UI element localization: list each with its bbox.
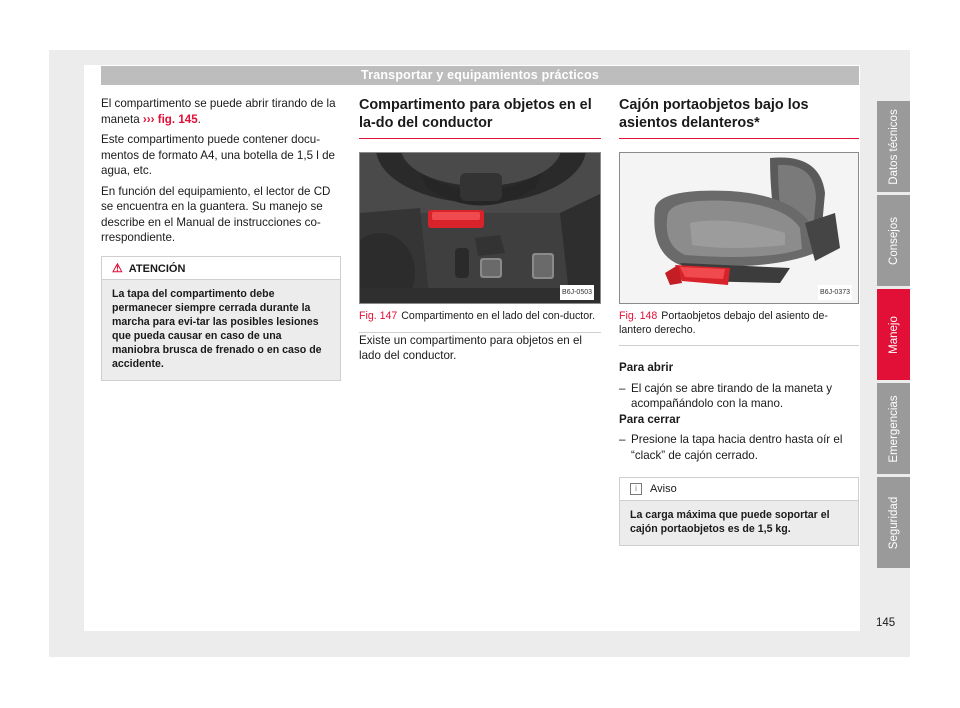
tab-consejos[interactable]: Consejos	[877, 195, 910, 286]
driver-footwell-illustration	[360, 153, 601, 303]
note-box	[619, 477, 859, 546]
figure-number: Fig. 148	[619, 310, 658, 322]
section-heading-seat-drawer: Cajón portaobjetos bajo los asientos delanteros*	[619, 96, 859, 139]
seat-drawer-illustration	[620, 153, 859, 303]
note-header	[620, 478, 858, 501]
tab-datos-tecnicos[interactable]: Datos técnicos	[877, 101, 910, 192]
figure-148-caption: Fig. 148 Portaobjetos debajo del asiento de-lantero derecho.	[619, 310, 859, 346]
figure-148-image	[619, 152, 859, 304]
step-open: – El cajón se abre tirando de la maneta y acompañándolo con la mano.	[619, 381, 833, 410]
chapter-tabs	[877, 101, 910, 571]
column-1	[101, 96, 341, 381]
page-number: 145	[876, 617, 896, 629]
subheading-open: Para abrir	[619, 361, 674, 374]
dash-bullet: –	[619, 433, 626, 446]
warning-triangle-icon: ⚠	[112, 260, 123, 275]
subheading-close: Para cerrar	[619, 412, 681, 426]
paragraph-cd-reader: En función del equipamiento, el lector de CD se encuentra en la guantera. Su manejo se describe en el Manual de instrucciones co-rrespondiente.	[101, 184, 331, 244]
tab-emergencias[interactable]: Emergencias	[877, 383, 910, 474]
figure-number: Fig. 147	[359, 310, 398, 322]
warning-box	[101, 256, 341, 381]
paragraph-driver-compartment: Existe un compartimento para objetos en el lado del conductor.	[359, 333, 582, 362]
figure-147-caption: Fig. 147 Compartimento en el lado del con-ductor.	[359, 310, 601, 333]
figure-147-image	[359, 152, 601, 304]
column-2	[359, 96, 601, 369]
note-text: La carga máxima que puede soportar el cajón portaobjetos es de 1,5 kg.	[630, 509, 830, 535]
paragraph-capacity: Este compartimento puede contener docu-mentos de formato A4, una botella de 1,5 l de agua, etc.	[101, 133, 335, 177]
warning-header	[102, 257, 340, 280]
warning-text: La tapa del compartimento debe permanecer siempre cerrada durante la marcha para evi-tar las posibles lesiones que pueda causar en caso de una maniobra brusca de frenado o en caso de accidente.	[112, 287, 322, 370]
section-heading-driver-compartment: Compartimento para objetos en el la-do del conductor	[359, 96, 601, 139]
paragraph-open-compartment: El compartimento se puede abrir tirando de la maneta ››› fig. 145.	[101, 97, 336, 126]
column-3	[619, 96, 859, 546]
info-icon: i	[630, 483, 642, 495]
tab-seguridad[interactable]: Seguridad	[877, 477, 910, 568]
dash-bullet: –	[619, 381, 626, 395]
tab-manejo[interactable]: Manejo	[877, 289, 910, 380]
figure-code: B6J-0373	[818, 285, 852, 301]
figure-code: B6J-0503	[560, 285, 594, 301]
figure-reference-link[interactable]: fig. 145	[154, 112, 198, 126]
note-title: Aviso	[650, 483, 677, 495]
figure-reference-arrows[interactable]: ›››	[142, 112, 155, 126]
warning-title: ATENCIÓN	[128, 262, 186, 275]
section-header: Transportar y equipamientos prácticos	[101, 66, 859, 85]
step-close: – Presione la tapa hacia dentro hasta oír el “clack” de cajón cerrado.	[619, 433, 843, 462]
